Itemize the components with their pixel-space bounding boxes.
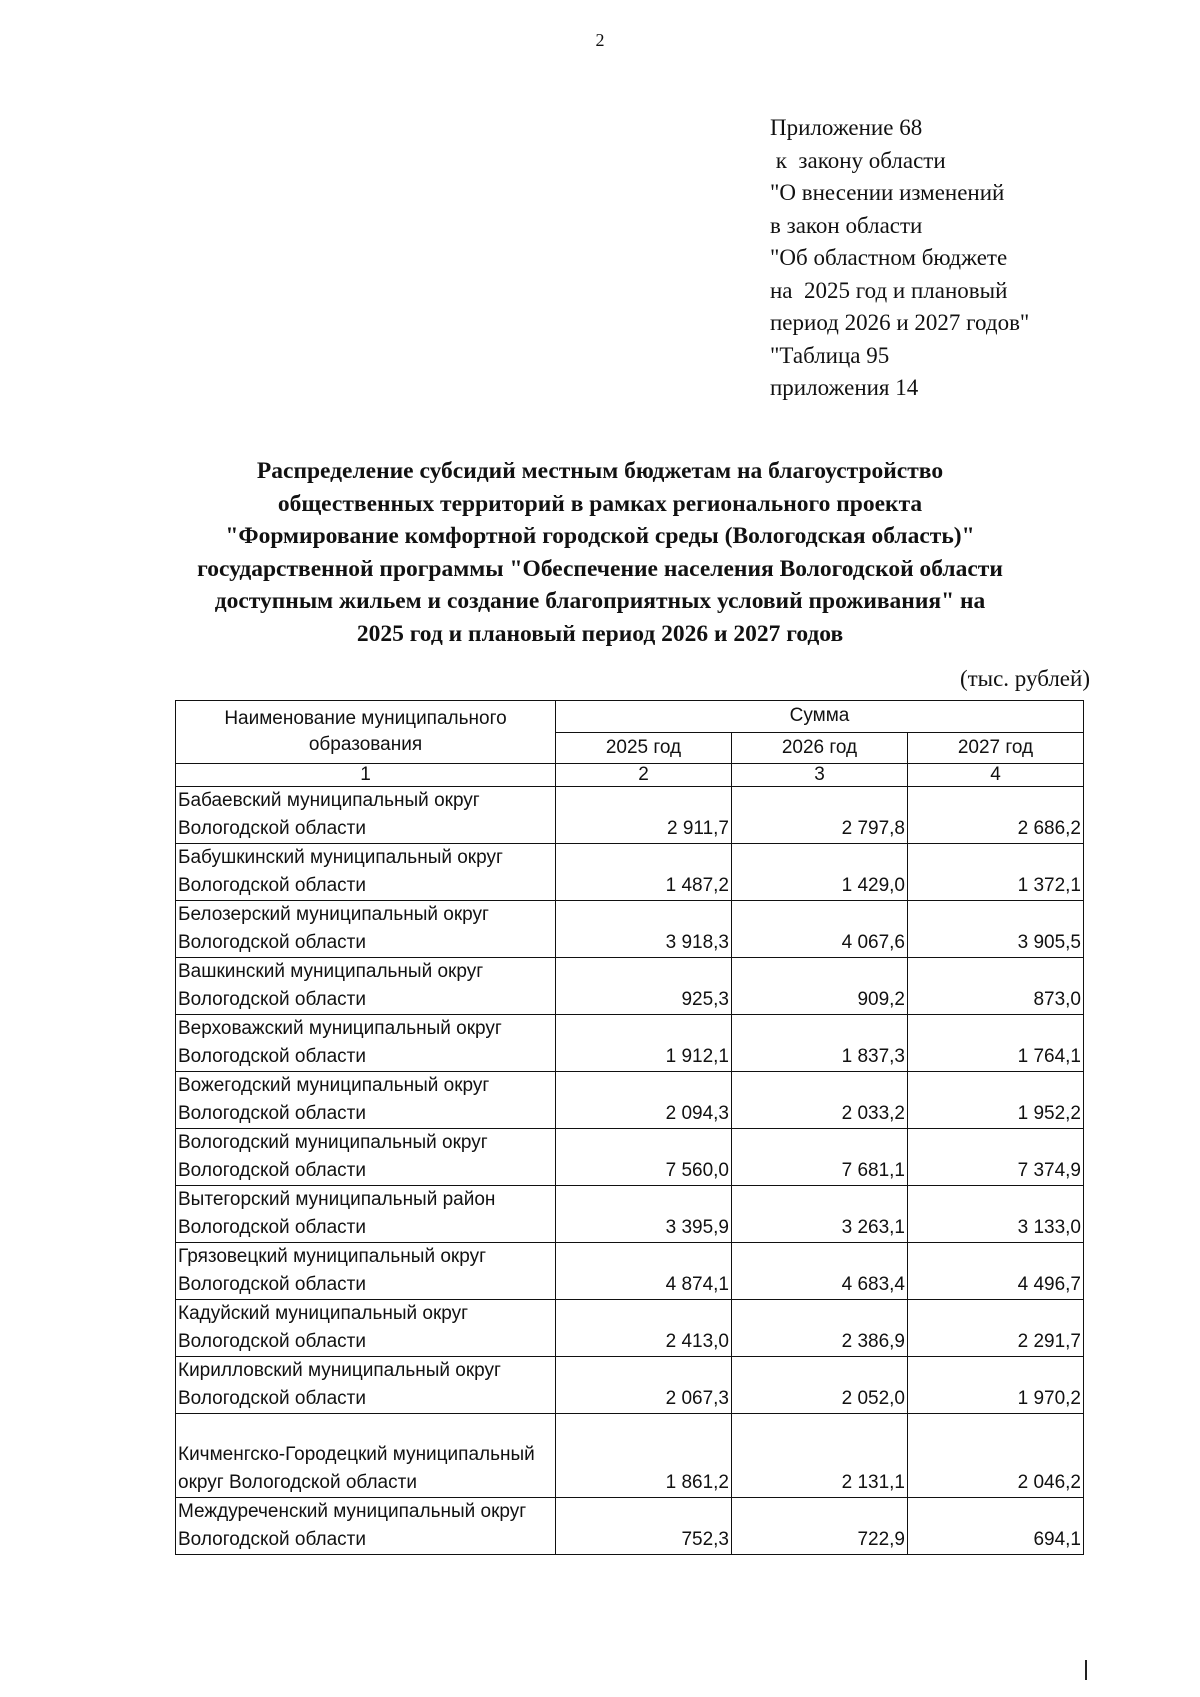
value-2025: 3 395,9 [556, 1186, 732, 1243]
municipality-name: Белозерский муниципальный округ Вологодской области [176, 901, 556, 958]
value-2025: 2 067,3 [556, 1357, 732, 1414]
title-line: общественных территорий в рамках регионального проекта [277, 490, 923, 517]
value-2026: 4 683,4 [732, 1243, 908, 1300]
value-2027: 873,0 [908, 958, 1084, 1015]
table-row [176, 1300, 1084, 1357]
subsidy-table [175, 700, 1084, 1555]
header-municipality: Наименование муниципального образования [176, 701, 556, 764]
annex-line: приложения 14 [770, 375, 919, 400]
value-2027: 1 764,1 [908, 1015, 1084, 1072]
municipality-name: Кирилловский муниципальный округ Вологодской области [176, 1357, 556, 1414]
annex-reference [770, 112, 1130, 405]
municipality-name: Бабушкинский муниципальный округ Вологодской области [176, 844, 556, 901]
table-row [176, 1072, 1084, 1129]
value-2027: 3 905,5 [908, 901, 1084, 958]
annex-line: Приложение 68 [770, 115, 923, 140]
column-number: 4 [908, 764, 1084, 787]
column-number: 1 [176, 764, 556, 787]
header-year-2027: 2027 год [908, 732, 1084, 764]
header-year-2025: 2025 год [556, 732, 732, 764]
municipality-name: Вологодский муниципальный округ Вологодской области [176, 1129, 556, 1186]
value-2025: 752,3 [556, 1498, 732, 1555]
value-2027: 2 686,2 [908, 787, 1084, 844]
value-2025: 7 560,0 [556, 1129, 732, 1186]
value-2026: 4 067,6 [732, 901, 908, 958]
municipality-name: Бабаевский муниципальный округ Вологодской области [176, 787, 556, 844]
title-line: "Формирование комфортной городской среды (Вологодская область)" [225, 523, 975, 549]
value-2027: 4 496,7 [908, 1243, 1084, 1300]
value-2027: 7 374,9 [908, 1129, 1084, 1186]
value-2026: 2 033,2 [732, 1072, 908, 1129]
annex-line: "О внесении изменений [770, 180, 1005, 205]
value-2027: 2 046,2 [908, 1414, 1084, 1498]
municipality-name: Вашкинский муниципальный округ Вологодской области [176, 958, 556, 1015]
value-2027: 3 133,0 [908, 1186, 1084, 1243]
table-row [176, 901, 1084, 958]
table-row [176, 1414, 1084, 1498]
table-row [176, 1498, 1084, 1555]
title-line: 2025 год и плановый период 2026 и 2027 годов [356, 620, 844, 647]
municipality-name: Кичменгско-Городецкий муниципальный округ Вологодской области [176, 1414, 556, 1498]
municipality-name: Междуреченский муниципальный округ Вологодской области [176, 1498, 556, 1555]
value-2025: 3 918,3 [556, 901, 732, 958]
document-title [150, 455, 1050, 650]
header-sum: Сумма [556, 701, 1084, 733]
value-2027: 2 291,7 [908, 1300, 1084, 1357]
value-2026: 2 131,1 [732, 1414, 908, 1498]
value-2026: 3 263,1 [732, 1186, 908, 1243]
annex-line: "Таблица 95 [770, 342, 890, 368]
annex-line: на 2025 год и плановый [770, 277, 1008, 303]
scan-edge-mark [1085, 1660, 1087, 1680]
annex-line: к закону области [770, 147, 946, 173]
value-2025: 925,3 [556, 958, 732, 1015]
header-year-2026: 2026 год [732, 732, 908, 764]
municipality-name: Верховажский муниципальный округ Вологодской области [176, 1015, 556, 1072]
annex-line: "Об областном бюджете [770, 245, 1008, 270]
value-2026: 2 797,8 [732, 787, 908, 844]
value-2026: 7 681,1 [732, 1129, 908, 1186]
value-2025: 1 912,1 [556, 1015, 732, 1072]
value-2027: 1 372,1 [908, 844, 1084, 901]
table-row [176, 1243, 1084, 1300]
value-2025: 2 094,3 [556, 1072, 732, 1129]
table-row [176, 1129, 1084, 1186]
municipality-name: Вожегодский муниципальный округ Вологодской области [176, 1072, 556, 1129]
units-label: (тыс. рублей) [959, 666, 1090, 691]
page-number: 2 [595, 30, 605, 50]
municipality-name: Грязовецкий муниципальный округ Вологодской области [176, 1243, 556, 1300]
table-row [176, 1015, 1084, 1072]
title-line: Распределение субсидий местным бюджетам на благоустройство [256, 458, 944, 484]
table-row [176, 844, 1084, 901]
table-row [176, 1357, 1084, 1414]
table-row [176, 787, 1084, 844]
value-2025: 2 413,0 [556, 1300, 732, 1357]
value-2027: 1 970,2 [908, 1357, 1084, 1414]
column-number: 3 [732, 764, 908, 787]
table-row [176, 1186, 1084, 1243]
value-2027: 694,1 [908, 1498, 1084, 1555]
column-number: 2 [556, 764, 732, 787]
municipality-name: Кадуйский муниципальный округ Вологодской области [176, 1300, 556, 1357]
annex-line: период 2026 и 2027 годов" [770, 310, 1030, 335]
value-2026: 1 429,0 [732, 844, 908, 901]
value-2025: 4 874,1 [556, 1243, 732, 1300]
table-body [176, 764, 1084, 1555]
annex-line: в закон области [770, 212, 923, 238]
value-2026: 2 386,9 [732, 1300, 908, 1357]
value-2026: 2 052,0 [732, 1357, 908, 1414]
value-2025: 1 861,2 [556, 1414, 732, 1498]
municipality-name: Вытегорский муниципальный район Вологодской области [176, 1186, 556, 1243]
table-row [176, 958, 1084, 1015]
title-line: доступным жильем и создание благоприятных условий проживания" на [214, 588, 986, 614]
value-2026: 1 837,3 [732, 1015, 908, 1072]
value-2027: 1 952,2 [908, 1072, 1084, 1129]
title-line: государственной программы "Обеспечение населения Вологодской области [197, 555, 1003, 582]
column-number-row [176, 764, 1084, 787]
value-2025: 1 487,2 [556, 844, 732, 901]
value-2026: 909,2 [732, 958, 908, 1015]
value-2025: 2 911,7 [556, 787, 732, 844]
value-2026: 722,9 [732, 1498, 908, 1555]
